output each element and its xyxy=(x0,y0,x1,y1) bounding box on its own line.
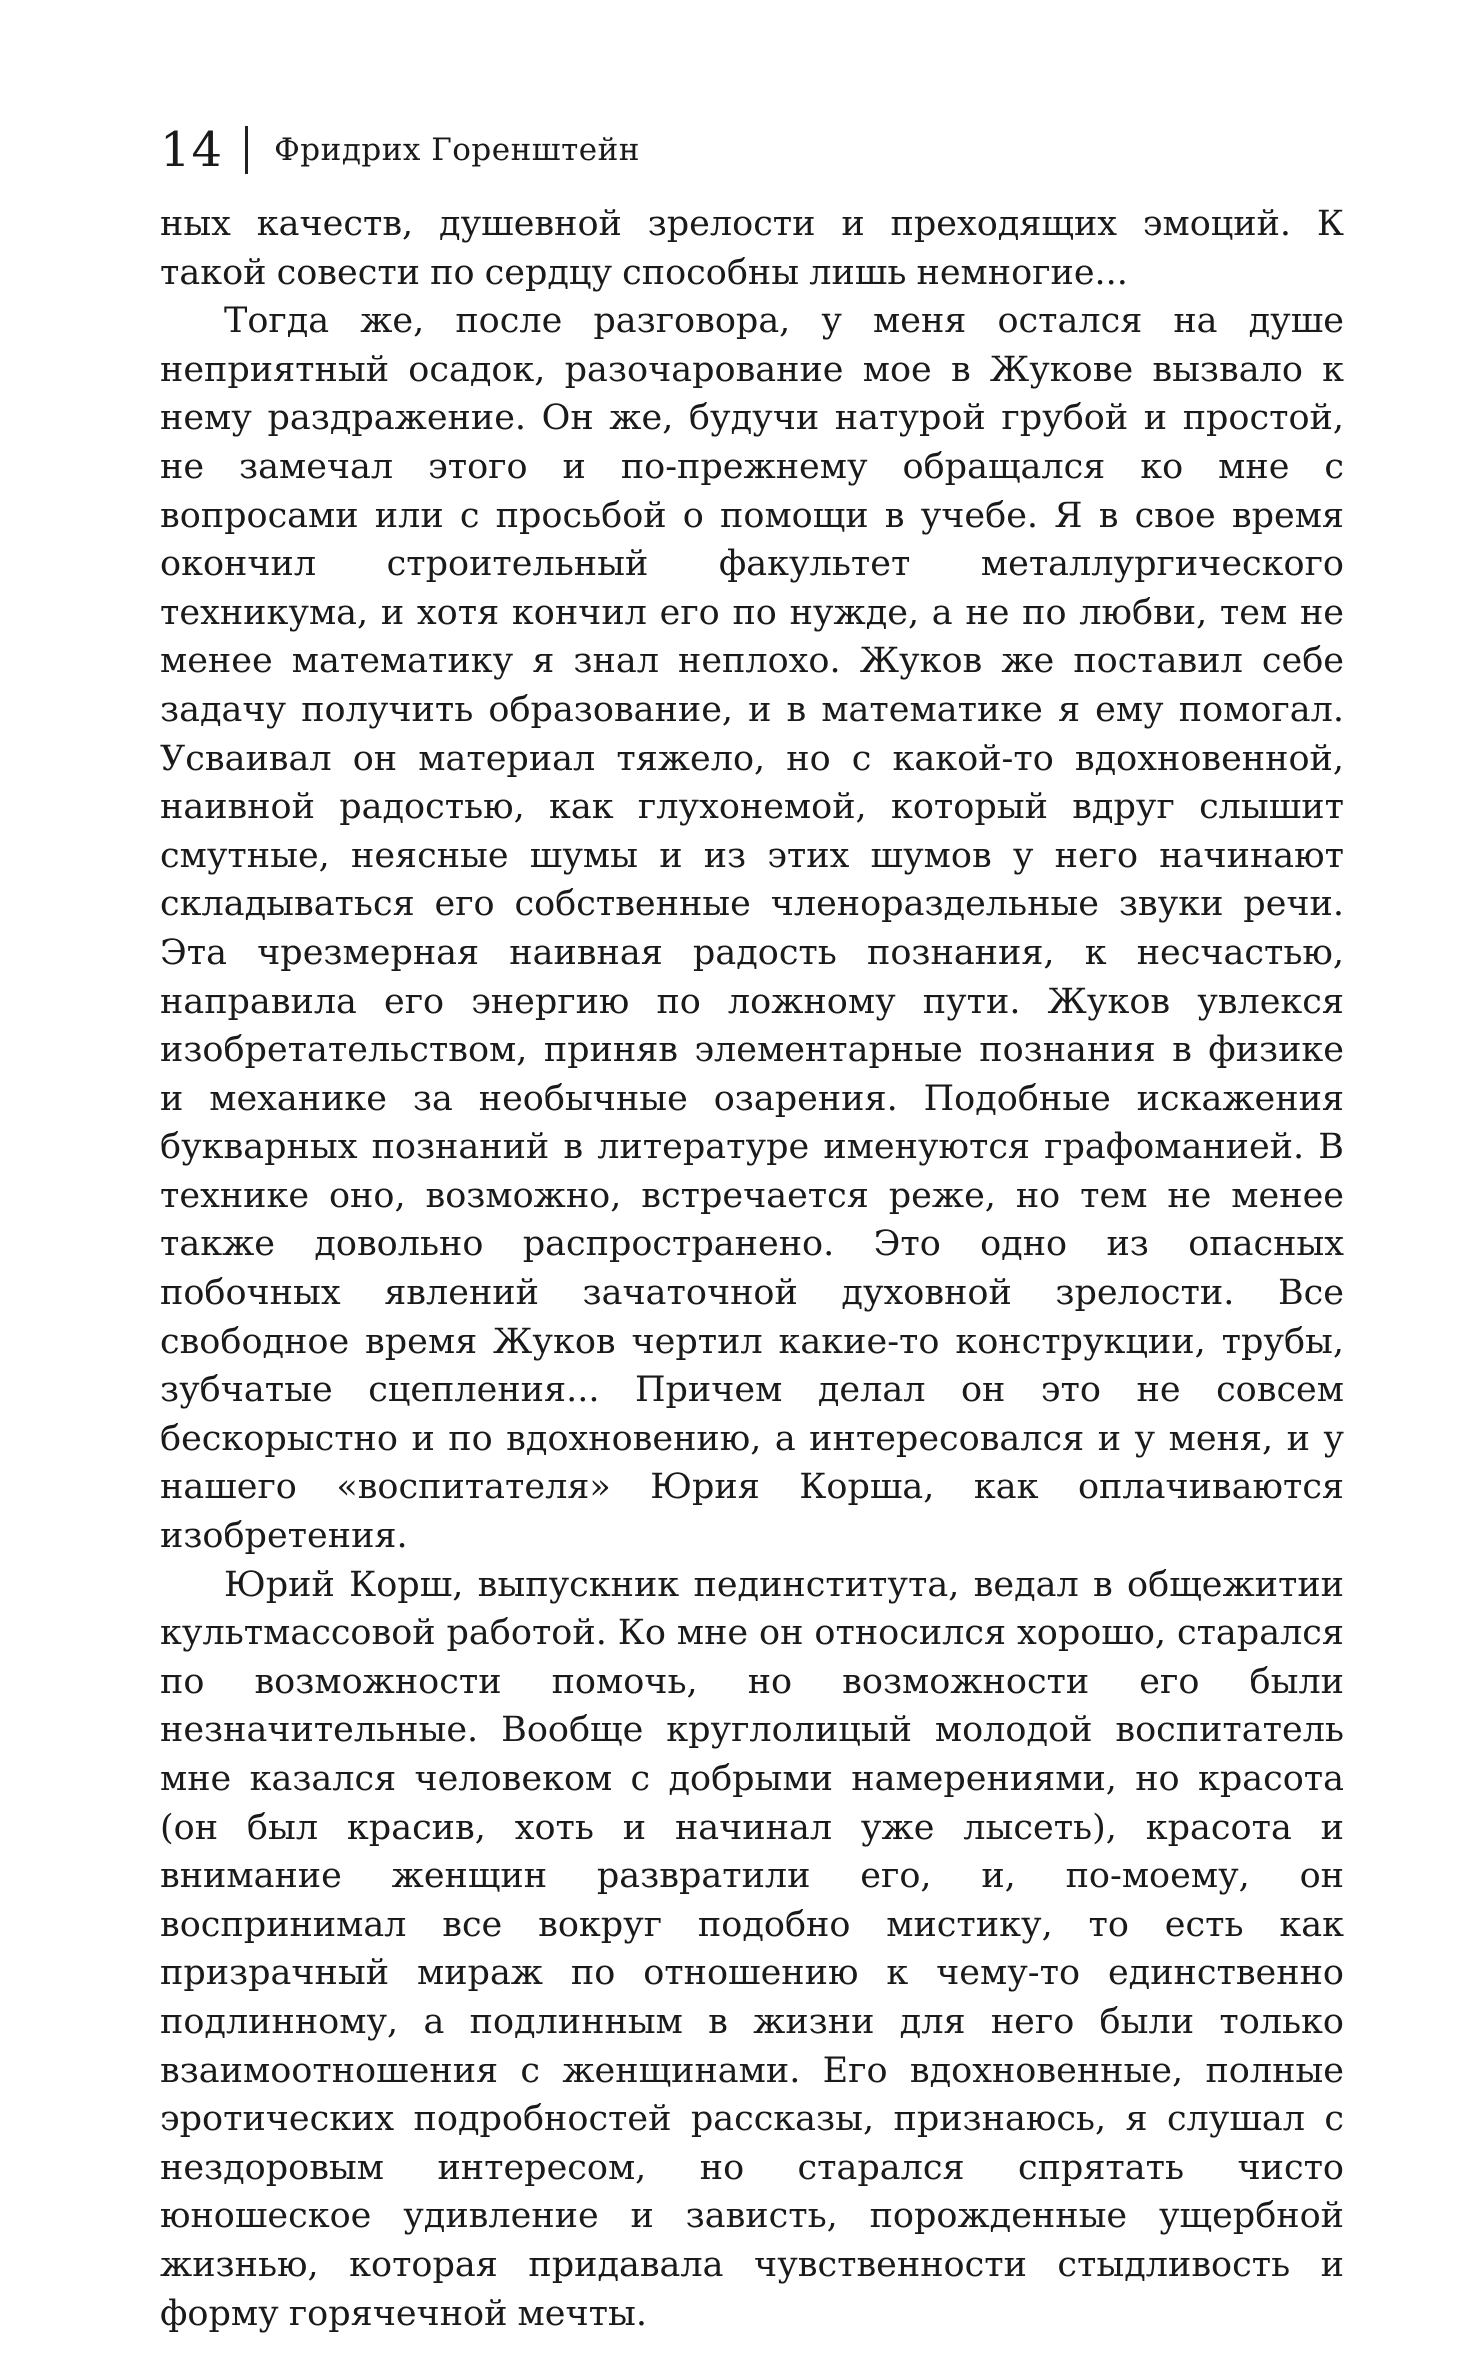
book-page xyxy=(160,118,1344,2338)
body-text xyxy=(160,200,1344,2338)
page-number: 14 xyxy=(160,122,224,178)
header-divider xyxy=(245,126,248,174)
paragraph-continuation: ных качеств, душевной зрелости и преходящих эмоций. К такой совести по сердцу способны лишь немногие... xyxy=(160,204,1344,293)
author-name: Фридрих Горенштейн xyxy=(274,131,640,168)
paragraph-zhukov: Тогда же, после разговора, у меня остался на душе неприятный осадок, разочарование мое в Жукове вызвало к нему раздражение. Он же, будучи натурой грубой и простой, не замечал этого и по-прежнему обращался ко мне с вопросами или с просьбой о помощи в учебе. Я в свое время окончил строительный факультет металлургического техникума, и хотя кончил его по нужде, а не по любви, тем не менее математику я знал неплохо. Жуков же поставил себе задачу получить образование, и в математике я ему помогал. Усваивал он материал тяжело, но с какой-то вдохновенной, наивной радостью, как глухонемой, который вдруг слышит смутные, неясные шумы и из этих шумов у него начинают складываться его собственные членораздельные звуки речи. Эта чрезмерная наивная радость познания, к несчастью, направила его энергию по ложному пути. Жуков увлекся изобретательством, приняв элементарные познания в физике и механике за необычные озарения. Подобные искажения букварных познаний в литературе именуются графоманией. В технике оно, возможно, встречается реже, но тем не менее также довольно распространено. Это одно из опасных побочных явлений зачаточной духовной зрелости. Все свободное время Жуков чертил какие-то конструкции, трубы, зубчатые сцепления... Причем делал он это не совсем бескорыстно и по вдохновению, а интересовался и у меня, и у нашего «воспитателя» Юрия Корша, как оплачиваются изобретения. xyxy=(160,301,1344,1557)
paragraph-korsh: Юрий Корш, выпускник пединститута, ведал в общежитии культмассовой работой. Ко мне он относился хорошо, старался по возможности помочь, но возможности его были незначительные. Вообще круглолицый молодой воспитатель мне казался человеком с добрыми намерениями, но красота (он был красив, хоть и начинал уже лысеть), красота и внимание женщин развратили его, и, по-моему, он воспринимал все вокруг подобно мистику, то есть как призрачный мираж по отношению к чему-то единственно подлинному, а подлинным в жизни для него были только взаимоотношения с женщинами. Его вдохновенные, полные эротических подробностей рассказы, признаюсь, я слушал с нездоровым интересом, но старался спрятать чисто юношеское удивление и зависть, порожденные ущербной жизнью, которая придавала чувственности стыдливость и форму горячечной мечты. xyxy=(160,1564,1344,2334)
running-head xyxy=(160,118,1344,182)
